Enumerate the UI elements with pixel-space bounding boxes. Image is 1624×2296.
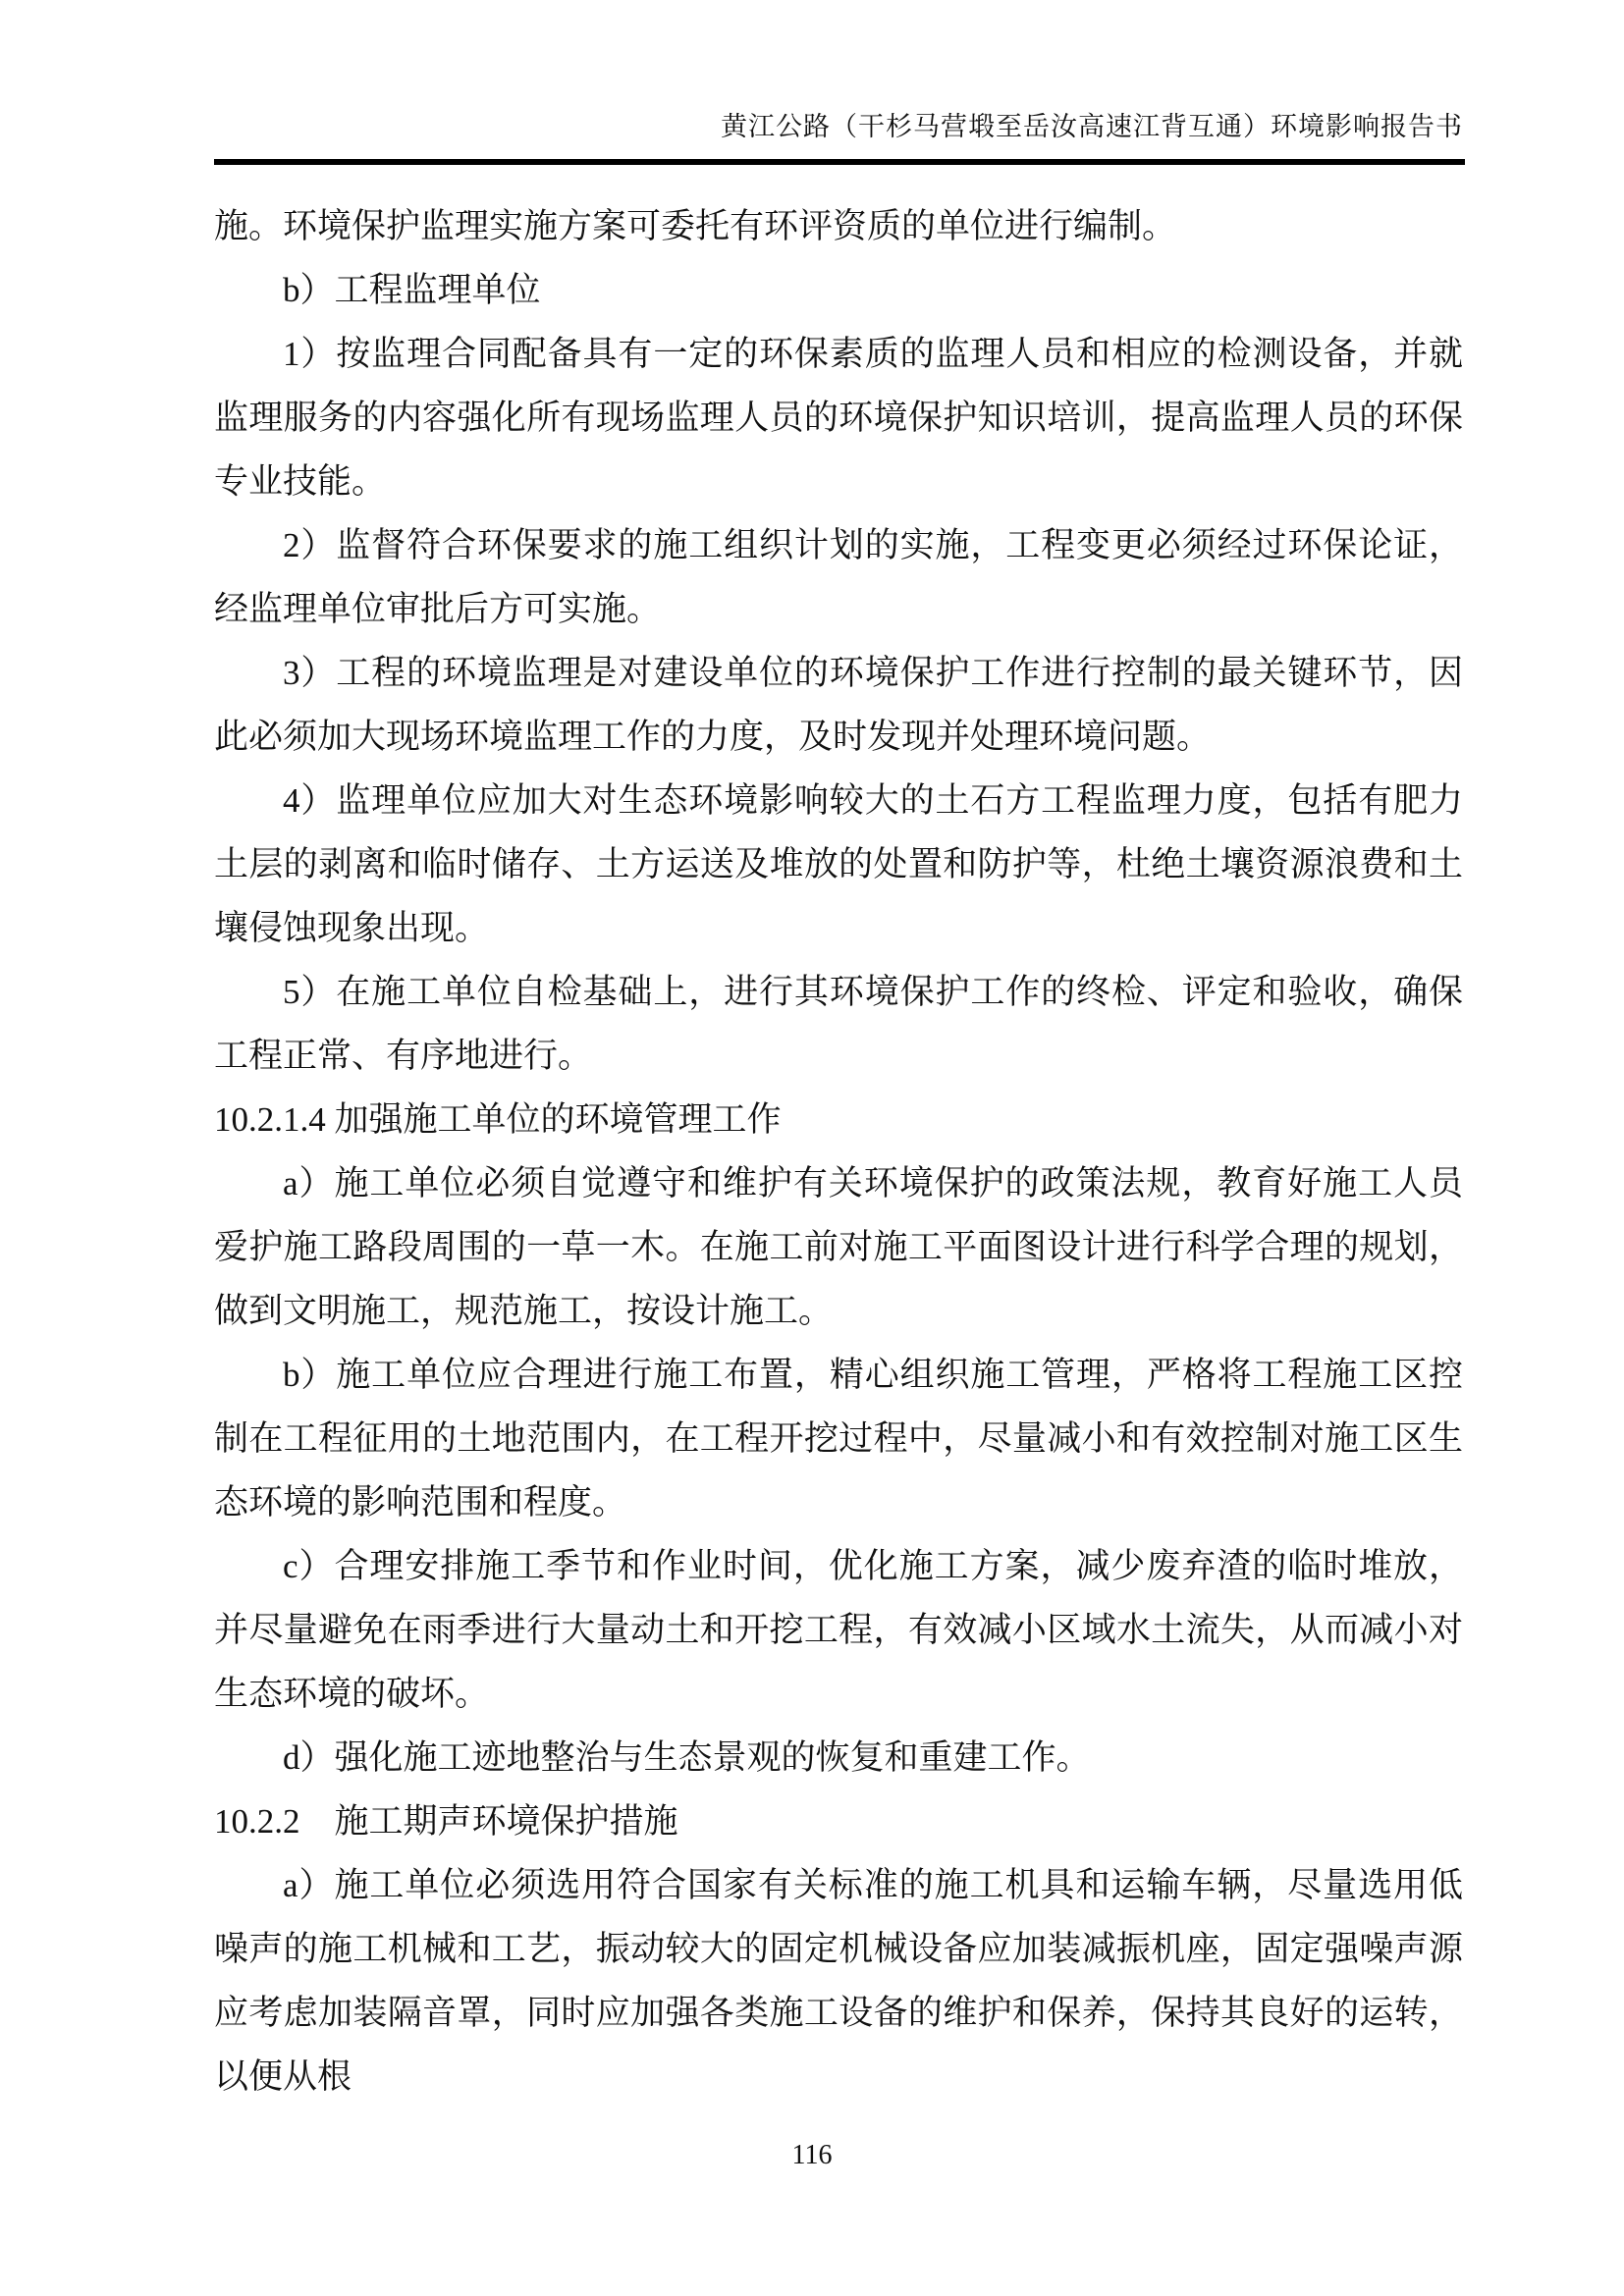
- paragraph: a）施工单位必须选用符合国家有关标准的施工机具和运输车辆，尽量选用低噪声的施工机械和工艺，振动较大的固定机械设备应加装减振机座，固定强噪声源应考虑加装隔音罩，同时应加强各类施工设备的维护和保养，保持其良好的运转，以便从根: [214, 1866, 1463, 2096]
- paragraph: 5）在施工单位自检基础上，进行其环境保护工作的终检、评定和验收，确保工程正常、有序地进行。: [214, 973, 1463, 1075]
- paragraph: 1）按监理合同配备具有一定的环保素质的监理人员和相应的检测设备，并就监理服务的内容强化所有现场监理人员的环境保护知识培训，提高监理人员的环保专业技能。: [214, 335, 1463, 501]
- header-divider-rule: [214, 159, 1465, 165]
- page-number: 116: [791, 2140, 833, 2170]
- page-header-title: 黄江公路（干杉马营塅至岳汝高速江背互通）环境影响报告书: [721, 112, 1463, 141]
- paragraph: 4）监理单位应加大对生态环境影响较大的土石方工程监理力度，包括有肥力土层的剥离和临时储存、土方运送及堆放的处置和防护等，杜绝土壤资源浪费和土壤侵蚀现象出现。: [214, 781, 1463, 947]
- paragraph: a）施工单位必须自觉遵守和维护有关环境保护的政策法规，教育好施工人员爱护施工路段周围的一草一木。在施工前对施工平面图设计进行科学合理的规划，做到文明施工，规范施工，按设计施工。: [214, 1164, 1463, 1330]
- paragraph: 2）监督符合环保要求的施工组织计划的实施，工程变更必须经过环保论证，经监理单位审批后方可实施。: [214, 526, 1463, 628]
- section-heading-10-2-2: 10.2.2 施工期声环境保护措施: [214, 1802, 678, 1841]
- paragraph: c）合理安排施工季节和作业时间，优化施工方案，减少废弃渣的临时堆放，并尽量避免在雨季进行大量动土和开挖工程，有效减小区域水土流失，从而减小对生态环境的破坏。: [214, 1547, 1463, 1713]
- document-body: [214, 194, 1463, 2109]
- paragraph: 3）工程的环境监理是对建设单位的环境保护工作进行控制的最关键环节，因此必须加大现场环境监理工作的力度，及时发现并处理环境问题。: [214, 654, 1463, 756]
- paragraph: b）工程监理单位: [283, 271, 541, 309]
- section-heading-10-2-1-4: 10.2.1.4 加强施工单位的环境管理工作: [214, 1100, 782, 1139]
- paragraph: d）强化施工迹地整治与生态景观的恢复和重建工作。: [283, 1738, 1091, 1777]
- paragraph: 施。环境保护监理实施方案可委托有环评资质的单位进行编制。: [214, 207, 1177, 245]
- paragraph: b）施工单位应合理进行施工布置，精心组织施工管理，严格将工程施工区控制在工程征用的土地范围内，在工程开挖过程中，尽量减小和有效控制对施工区生态环境的影响范围和程度。: [214, 1356, 1463, 1522]
